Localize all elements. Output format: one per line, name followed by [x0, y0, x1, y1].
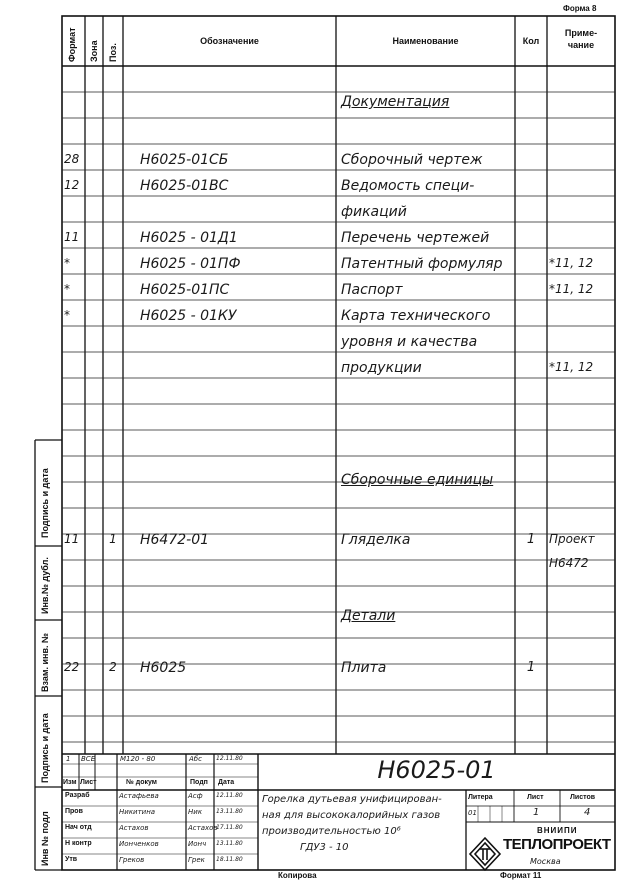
margin-sign-date-1: Подпись и дата: [40, 468, 50, 538]
row-name-1: Сборочный чертеж: [341, 152, 483, 168]
row-qty-14: 1: [526, 660, 536, 675]
row-des-14: Н6025: [140, 660, 187, 676]
header-pos: Поз.: [108, 43, 118, 62]
row-note-12: Н6472: [549, 556, 589, 570]
header-note-line1: Приме-: [564, 28, 598, 38]
row-note-9: *11, 12: [549, 360, 594, 374]
change-list: ВСЕ: [81, 755, 96, 763]
row-name-10: Сборочные единицы: [341, 472, 494, 488]
role-date-0: 12.11.80: [216, 792, 243, 799]
row-name-0: Документация: [341, 94, 450, 110]
role-role-0: Разраб: [65, 792, 90, 799]
row-name-11: Гляделка: [341, 532, 411, 548]
col-izm: Изм: [63, 779, 77, 786]
role-name-0: Астафьева: [119, 792, 159, 800]
sheets-value: 4: [584, 807, 591, 818]
row-fmt-4: 11: [64, 230, 80, 244]
row-name-5: Патентный формуляр: [341, 256, 503, 272]
role-role-3: Н контр: [65, 840, 92, 847]
row-qty-11: 1: [526, 532, 536, 547]
row-name-4: Перечень чертежей: [341, 230, 490, 246]
document-designation: Н6025-01: [377, 756, 496, 784]
row-name-9: продукции: [341, 360, 422, 376]
row-fmt-14: 22: [64, 660, 80, 674]
row-name-7: Карта технического: [341, 308, 491, 324]
role-sign-4: Грек: [188, 856, 205, 864]
header-note-line2: чание: [567, 40, 595, 50]
col-sign: Подп: [190, 779, 208, 786]
format-label: Формат 11: [500, 871, 542, 880]
product-name-line2: ная для высококалорийных газов: [262, 810, 441, 821]
row-fmt-1: 28: [64, 152, 80, 166]
litera-label: Литера: [468, 794, 493, 801]
role-sign-0: Асф: [188, 792, 203, 800]
row-name-3: фикаций: [341, 204, 407, 220]
role-role-1: Пров: [65, 808, 83, 815]
role-name-1: Никитина: [119, 808, 156, 816]
change-izm: 1: [66, 755, 71, 763]
role-role-4: Утв: [65, 856, 78, 863]
row-name-8: уровня и качества: [341, 334, 478, 350]
margin-inv-dubl: Инв.№ дубл.: [40, 557, 50, 614]
header-designation: Обозначение: [200, 36, 259, 46]
margin-sign-date-2: Подпись и дата: [40, 713, 50, 783]
row-des-6: Н6025-01ПС: [140, 282, 230, 298]
litera-value: 01: [468, 809, 477, 817]
row-des-11: Н6472-01: [140, 532, 210, 548]
org-top: ВНИИПИ: [537, 826, 578, 835]
row-des-2: Н6025-01ВС: [140, 178, 229, 194]
sheets-label: Листов: [570, 794, 596, 801]
role-name-3: Ионченков: [119, 840, 159, 848]
sheet-label: Лист: [527, 794, 544, 801]
role-sign-3: Ионч: [188, 840, 207, 848]
role-date-4: 18.11.80: [216, 856, 243, 863]
row-name-14: Плита: [341, 660, 387, 676]
row-fmt-2: 12: [64, 178, 80, 192]
change-sign: Абс: [189, 755, 202, 763]
row-name-2: Ведомость специ-: [341, 178, 475, 194]
role-name-4: Греков: [119, 856, 145, 864]
row-name-6: Паспорт: [341, 282, 403, 298]
role-sign-2: Астахов: [188, 824, 218, 832]
margin-inv-podl: Инв № подл: [40, 811, 50, 866]
row-pos-11: 1: [109, 532, 117, 546]
row-pos-14: 2: [109, 660, 117, 674]
row-note-11: Проект: [549, 532, 595, 546]
row-des-7: Н6025 - 01КУ: [140, 308, 237, 324]
row-fmt-11: 11: [64, 532, 80, 546]
row-fmt-5: *: [64, 256, 70, 270]
col-date: Дата: [218, 779, 235, 786]
row-des-1: Н6025-01СБ: [140, 152, 229, 168]
form-label: Форма 8: [563, 4, 597, 13]
role-date-2: 17.11.80: [216, 824, 243, 831]
row-name-13: Детали: [341, 608, 396, 624]
role-role-2: Нач отд: [65, 824, 92, 831]
role-sign-1: Ник: [188, 808, 203, 816]
row-fmt-6: *: [64, 282, 70, 296]
copied-label: Копирова: [278, 871, 317, 880]
sheet-value: 1: [533, 807, 540, 818]
row-note-5: *11, 12: [549, 256, 594, 270]
change-doc: М120 - 80: [120, 755, 156, 763]
org-logo-icon: [470, 838, 500, 870]
org-city: Москва: [530, 857, 561, 866]
row-des-5: Н6025 - 01ПФ: [140, 256, 241, 272]
change-date: 12.11.80: [216, 755, 243, 762]
role-name-2: Астахов: [119, 824, 149, 832]
product-name-line3: производительностью 10⁶: [262, 826, 401, 837]
col-doc: № докум: [126, 779, 157, 786]
row-des-4: Н6025 - 01Д1: [140, 230, 238, 246]
header-qty: Кол: [522, 36, 540, 46]
col-list: Лист: [80, 779, 97, 786]
product-name-line4: ГДУ3 - 10: [300, 842, 349, 853]
role-date-1: 13.11.80: [216, 808, 243, 815]
row-note-6: *11, 12: [549, 282, 594, 296]
header-name: Наименование: [392, 36, 459, 46]
row-fmt-7: *: [64, 308, 70, 322]
header-zone: Зона: [89, 40, 99, 62]
margin-vzam-inv: Взам. инв. №: [40, 632, 50, 692]
product-name-line1: Горелка дутьевая унифицирован-: [262, 794, 442, 805]
header-format: Формат: [67, 27, 77, 62]
org-name: ТЕПЛОПРОЕКТ: [503, 836, 611, 853]
role-date-3: 13.11.80: [216, 840, 243, 847]
